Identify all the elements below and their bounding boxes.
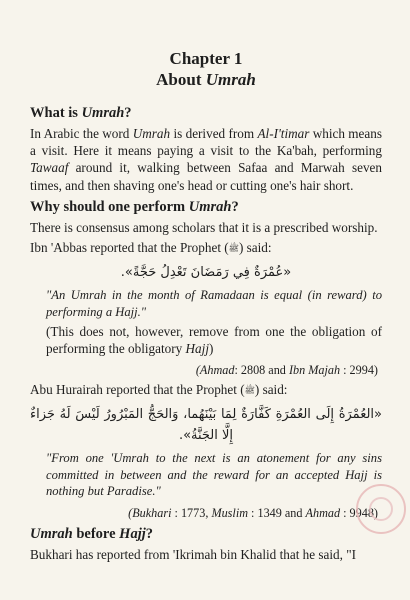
reference-1: (Ahmad: 2808 and Ibn Majah : 2994) [195, 363, 378, 378]
hadith-translation-1: "An Umrah in the month of Ramadaan is equal (in reward) to performing a Hajj." [46, 288, 382, 319]
pbuh-symbol: ﷺ [244, 386, 255, 397]
hadith-translation-2: "From one 'Umrah to the next is an atonement for any sins committed in between and the reward for an accepted Hajj is nothing but Paradise." [46, 451, 382, 499]
arabic-hadith-1: «عُمْرَةٌ فِي رَمَضَانَ تَعْدِلُ حَجَّةً». [120, 265, 292, 281]
paragraph-ibn-abbas: Ibn 'Abbas reported that the Prophet (ﷺ) said: [30, 239, 382, 258]
paragraph-abu-hurairah: Abu Hurairah reported that the Prophet (ﷺ) said: [30, 381, 382, 400]
book-page [30, 0, 382, 563]
section-heading-umrah-before-hajj: Umrah before Hajj? [30, 525, 154, 542]
paragraph-definition: In Arabic the word Umrah is derived from Al-I'timar which means a visit. Here it means paying a visit to the Ka'bah, performing Tawaaf around it, walking between Safaa and Marwah seven times, and then shaving one's head or cutting one's hair short. [30, 126, 382, 193]
section-heading-why-perform: Why should one perform Umrah? [30, 198, 239, 215]
paragraph-bukhari: Bukhari has reported from 'Ikrimah bin Khalid that he said, "I [30, 546, 357, 562]
watermark-stamp-icon [356, 484, 406, 534]
arabic-hadith-2: «العُمْرَةُ إِلَى العُمْرَةِ كَفَّارَةٌ لِمَا بَيْنَهُما، وَالحَجُّ المَبْرُورُ لَيْسَ لَهُ جَزاءٌ إِلَّا الجَنَّةُ». [30, 407, 382, 444]
chapter-number: Chapter 1 [169, 49, 243, 68]
parenthetical-note: (This does not, however, remove from one the obligation of performing the obligatory Hajj) [46, 324, 382, 357]
section-heading-what-is-umrah: What is Umrah? [30, 105, 132, 121]
pbuh-symbol: ﷺ [228, 244, 239, 255]
paragraph-consensus: There is consensus among scholars that it is a prescribed worship. [30, 219, 378, 235]
reference-2: (Bukhari : 1773, Muslim : 1349 and Ahmad : 9948) [128, 505, 378, 520]
chapter-title: About Umrah [156, 70, 256, 89]
